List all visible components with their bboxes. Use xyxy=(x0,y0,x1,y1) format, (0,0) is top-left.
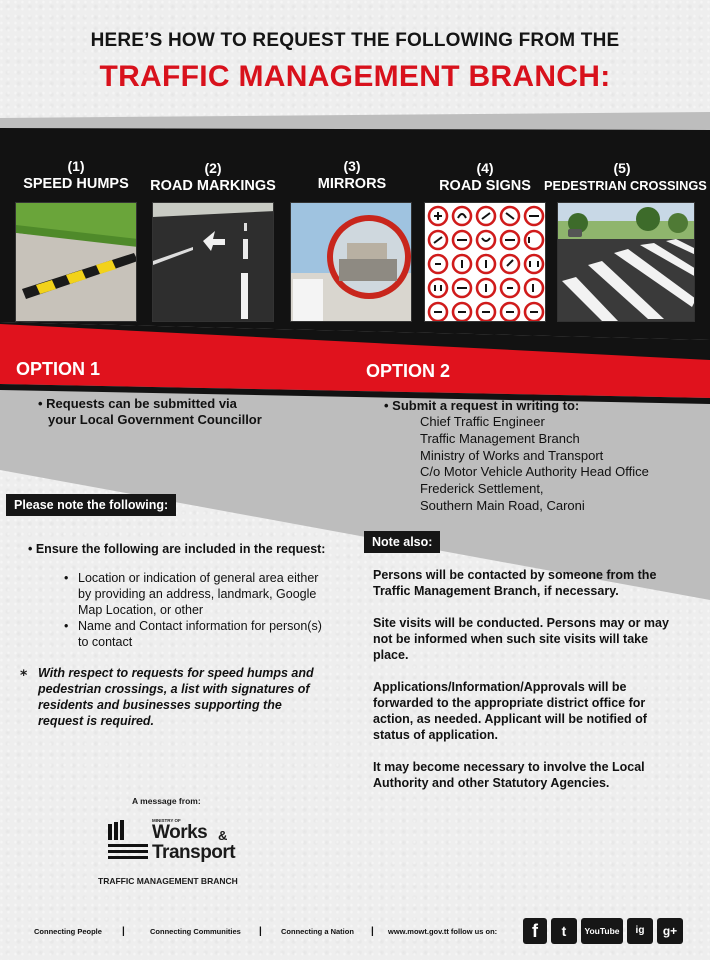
logo-transport: Transport xyxy=(152,842,236,863)
special-requirement: With respect to requests for speed humps and pedestrian crossings, a list with signatures of residents and businesses supporting the request is required. xyxy=(38,666,314,728)
note-also-tag: Note also: xyxy=(364,531,440,553)
footer-separator: | xyxy=(371,926,374,937)
google-plus-icon[interactable]: g+ xyxy=(657,918,683,944)
note-paragraph: Site visits will be conducted. Persons may or may not be informed when such site visits will take place. xyxy=(373,616,669,662)
category-label: PEDESTRIAN CROSSINGS xyxy=(544,178,707,193)
please-note-tag: Please note the following: xyxy=(6,494,176,516)
category-number: (4) xyxy=(476,160,494,176)
footer-separator: | xyxy=(122,926,125,937)
category-label: ROAD SIGNS xyxy=(439,178,531,194)
footer-connecting-nation: Connecting a Nation xyxy=(281,927,354,936)
mirror-photo xyxy=(290,202,412,322)
bullet-contact: • Name and Contact information for person(s) to contact xyxy=(64,619,322,649)
option1-title: OPTION 1 xyxy=(16,359,101,379)
facebook-icon[interactable]: f xyxy=(523,918,547,944)
logo-ministry-of: MINISTRY OF xyxy=(152,818,181,823)
youtube-icon[interactable]: YouTube xyxy=(581,918,623,944)
note-also-body xyxy=(373,567,693,791)
category-number: (3) xyxy=(343,158,361,174)
option1-text-line2: your Local Government Councillor xyxy=(48,412,262,427)
note-paragraph: Applications/Information/Approvals will be forwarded to the appropriate district office for action, as needed. Applicant will be notified of status of application. xyxy=(373,680,647,742)
message-from: A message from: xyxy=(132,796,201,806)
option2-address xyxy=(420,414,649,515)
category-pedestrian-crossings xyxy=(544,160,707,193)
address-line: Southern Main Road, Caroni xyxy=(420,497,585,513)
footer-connecting-people: Connecting People xyxy=(34,927,102,936)
speed-hump-photo xyxy=(15,202,137,322)
note-paragraph: It may become necessary to involve the Local Authority and other Statutory Agencies. xyxy=(373,760,645,790)
footer-website: www.mowt.gov.tt follow us on: xyxy=(388,927,498,936)
note-paragraph: Persons will be contacted by someone from the Traffic Management Branch, if necessary. xyxy=(373,568,657,598)
category-road-markings xyxy=(146,160,280,194)
category-label: MIRRORS xyxy=(317,176,387,192)
option2-intro: • Submit a request in writing to: xyxy=(384,398,580,413)
bullet-list xyxy=(64,570,354,650)
category-road-signs xyxy=(424,160,546,194)
instagram-icon[interactable]: ig xyxy=(627,918,653,944)
twitter-icon[interactable]: t xyxy=(551,918,577,944)
footer-connecting-communities: Connecting Communities xyxy=(150,927,241,936)
header-title: TRAFFIC MANAGEMENT BRANCH: xyxy=(99,60,611,93)
road-markings-photo xyxy=(152,202,274,322)
option1-text-line1: • Requests can be submitted via xyxy=(38,396,237,411)
logo-mark-icon xyxy=(108,820,148,860)
footer-separator: | xyxy=(259,926,262,937)
category-speed-humps xyxy=(14,158,138,192)
ensure-text: • Ensure the following are included in the request: xyxy=(28,542,326,556)
logo-works: Works xyxy=(152,822,208,843)
address-line: Traffic Management Branch xyxy=(420,430,580,446)
category-number: (5) xyxy=(613,160,631,176)
option2-title: OPTION 2 xyxy=(366,361,451,381)
category-label: ROAD MARKINGS xyxy=(150,178,276,194)
header-line1: HERE’S HOW TO REQUEST THE FOLLOWING FROM THE xyxy=(90,30,620,51)
branch-name: TRAFFIC MANAGEMENT BRANCH xyxy=(98,876,238,886)
road-signs-grid xyxy=(424,202,546,322)
address-line: C/o Motor Vehicle Authority Head Office xyxy=(420,464,649,480)
address-line: Chief Traffic Engineer xyxy=(420,414,545,429)
address-line: Frederick Settlement, xyxy=(420,481,544,497)
category-label: SPEED HUMPS xyxy=(23,176,129,192)
logo-amp: & xyxy=(218,828,228,843)
category-number: (2) xyxy=(204,160,222,176)
category-mirrors xyxy=(290,158,414,192)
category-number: (1) xyxy=(67,158,85,174)
ministry-logo xyxy=(108,818,258,868)
address-line: Ministry of Works and Transport xyxy=(420,447,604,463)
asterisk-icon: ⁎ xyxy=(20,663,28,679)
pedestrian-crossing-photo xyxy=(557,202,695,322)
bullet-location: • Location or indication of general area either by providing an address, landmark, Google Map Location, or other xyxy=(64,571,319,617)
